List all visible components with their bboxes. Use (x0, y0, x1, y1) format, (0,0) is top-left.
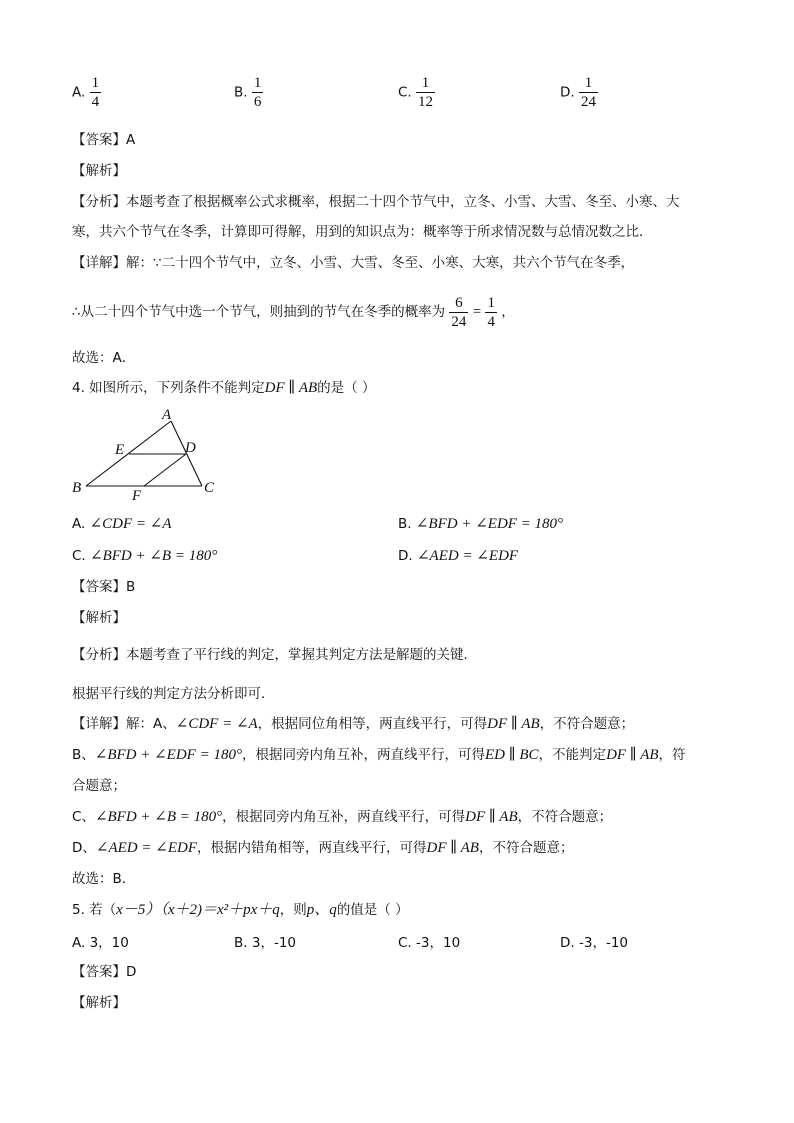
fraction: $\frac{1}{24}$ (580, 75, 596, 110)
label-e: E (115, 442, 125, 458)
label-a: A (162, 408, 172, 423)
q3-option-b: B. $\frac{1}{6}$ (234, 75, 262, 110)
q5-option-a: A. 3，10 (72, 935, 129, 951)
q5-analysis-label: 【解析】 (72, 995, 126, 1011)
label-c: C (204, 480, 215, 496)
q4-detail-b: B、∠BFD + ∠EDF = 180°，根据同旁内角互补，两直线平行，可得ED ∥ BC，不能判定DF ∥ AB，符 (72, 747, 686, 763)
q3-answer: 【答案】A (72, 132, 136, 148)
q4-option-b: B. ∠BFD + ∠EDF = 180° (398, 516, 564, 532)
q4-analysis-label: 【解析】 (72, 610, 126, 626)
q3-option-d: D. $\frac{1}{24}$ (560, 75, 596, 110)
q4-detail-a: 【详解】解：A、∠CDF = ∠A，根据同位角相等，两直线平行，可得DF ∥ AB，不符合题意； (72, 716, 635, 732)
q5-option-c: C. -3，10 (398, 935, 461, 951)
fraction: $\frac{1}{12}$ (418, 75, 434, 110)
q4-stem: 4. 如图所示，下列条件不能判定DF ∥ AB的是（ ） (72, 380, 376, 396)
q4-detail-d: D、∠AED = ∠EDF，根据内错角相等，两直线平行，可得DF ∥ AB，不符合题意； (72, 840, 574, 856)
q4-answer: 【答案】B (72, 579, 136, 595)
q4-option-d: D. ∠AED = ∠EDF (398, 548, 519, 564)
q3-option-a: A. $\frac{1}{4}$ (72, 75, 100, 110)
q3-detail-line2: ∴从二十四个节气中选一个节气，则抽到的节气在冬季的概率为 $\frac{6}{24}$ = $\frac{1}{4}$ ， (72, 294, 515, 330)
q5-option-b: B. 3，-10 (234, 935, 296, 951)
fraction: $\frac{1}{4}$ (91, 75, 100, 110)
q3-detail-line1: 【详解】解：∵二十四个节气中，立冬、小雪、大雪、冬至、小寒、大寒，共六个节气在冬季， (72, 255, 635, 271)
fraction: $\frac{6}{24}$ (451, 294, 467, 330)
q3-option-c: C. $\frac{1}{12}$ (398, 75, 434, 110)
fraction: $\frac{1}{6}$ (253, 75, 262, 110)
q4-option-c: C. ∠BFD + ∠B = 180° (72, 548, 218, 564)
q3-fenxi-line1: 【分析】本题考查了根据概率公式求概率，根据二十四个节气中，立冬、小雪、大雪、冬至、小寒、大 (72, 194, 680, 210)
q4-select: 故选：B． (72, 871, 136, 887)
q3-analysis-label: 【解析】 (72, 163, 126, 179)
q5-stem: 5. 若（x－5）（x＋2)＝x²＋px＋q，则p、q的值是（ ） (72, 902, 409, 918)
q5-answer: 【答案】D (72, 964, 137, 980)
segment-df (144, 454, 186, 486)
q3-fenxi-line2: 寒，共六个节气在冬季，计算即可得解，用到的知识点为：概率等于所求情况数与总情况数之比． (72, 224, 653, 240)
q5-option-d: D. -3，-10 (560, 935, 628, 951)
q4-triangle-figure (68, 408, 228, 508)
q3-select: 故选：A． (72, 350, 136, 366)
fraction: $\frac{1}{4}$ (487, 294, 495, 330)
q4-method: 根据平行线的判定方法分析即可． (72, 686, 275, 702)
q4-fenxi: 【分析】本题考查了平行线的判定，掌握其判定方法是解题的关键． (72, 647, 477, 663)
label-f: F (132, 488, 142, 504)
label-d: D (185, 440, 196, 456)
label-b: B (72, 480, 82, 496)
q4-option-a: A. ∠CDF = ∠A (72, 516, 172, 532)
q4-detail-b-cont: 合题意； (72, 778, 126, 794)
q4-detail-c: C、∠BFD + ∠B = 180°，根据同旁内角互补，两直线平行，可得DF ∥ AB，不符合题意； (72, 809, 613, 825)
